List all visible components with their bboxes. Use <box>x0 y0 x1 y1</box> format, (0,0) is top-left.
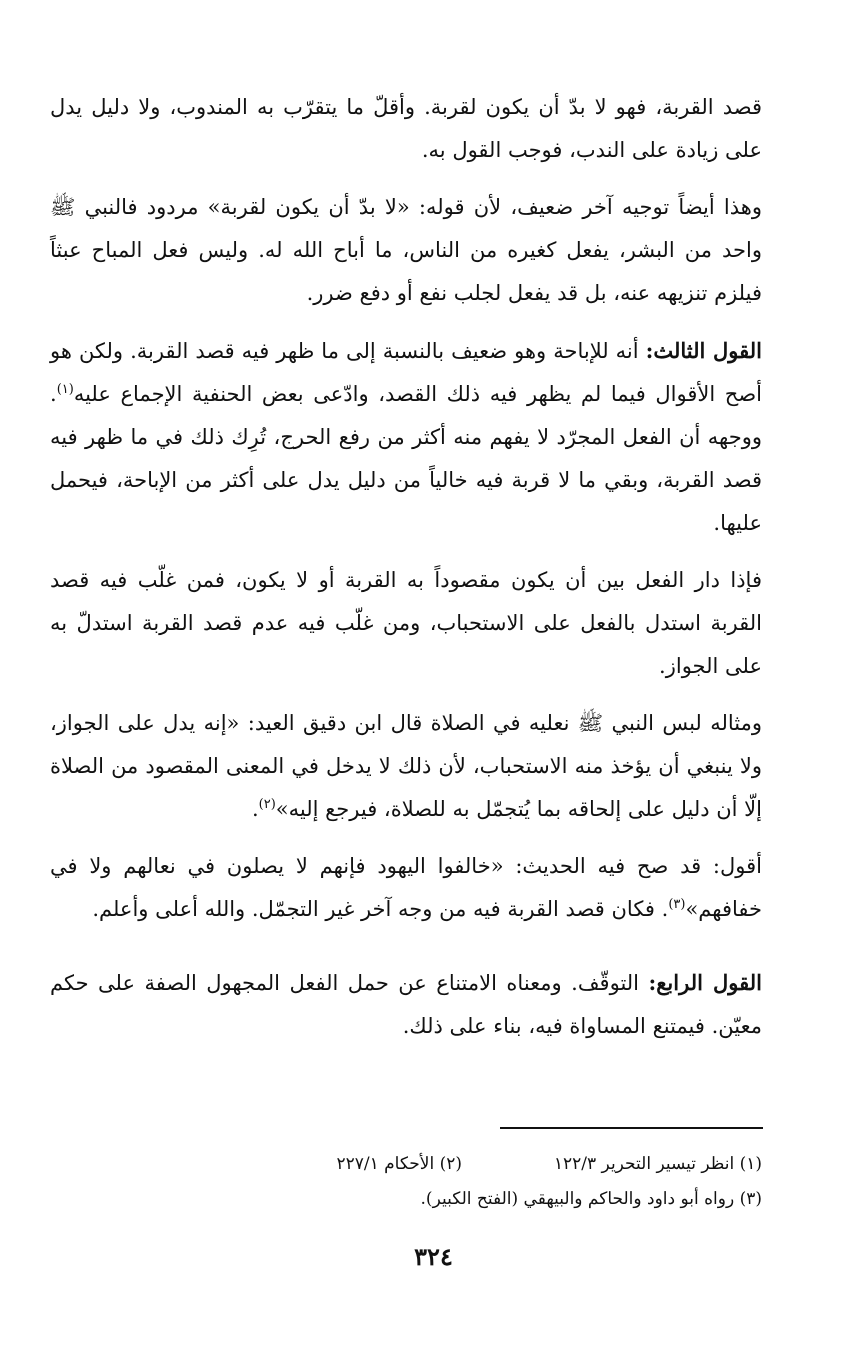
page-number: ٣٢٤ <box>414 1242 453 1271</box>
footnote-2: (٢) الأحكام ٢٢٧/١ <box>336 1154 462 1174</box>
paragraph-5-text-a: ومثاله لبس النبي ﷺ نعليه في الصلاة قال ابن دقيق العيد: «إنه يدل على الجواز، ولا ينبغي أن يؤخذ منه الاستحباب، لأن ذلك لا يدخل في المعنى المقصود من الصلاة إلّا أن دليل على إلحاقه بما يُتجمّل به للصلاة، فيرجع إليه» <box>50 711 762 821</box>
paragraph-6 <box>50 845 762 931</box>
footnote-divider <box>500 1127 763 1129</box>
paragraph-6-text-a: أقول: قد صح فيه الحديث: «خالفوا اليهود فإنهم لا يصلون في نعالهم ولا في خفافهم» <box>50 854 762 921</box>
paragraph-6-text-b: . فكان قصد القربة فيه من وجه آخر غير التجمّل. والله أعلى وأعلم. <box>92 897 669 921</box>
page-body <box>50 86 762 1048</box>
paragraph-4 <box>50 559 762 688</box>
paragraph-3 <box>50 329 762 545</box>
footnote-row-1 <box>200 1147 762 1182</box>
paragraph-2-text: وهذا أيضاً توجيه آخر ضعيف، لأن قوله: «لا بدّ أن يكون لقربة» مردود فالنبي ﷺ واحد من البشر، يفعل كغيره من الناس، ما أباح الله له. وليس فعل المباح عبثاً فيلزم تنزيهه عنه، بل قد يفعل لجلب نفع أو دفع ضرر. <box>50 195 762 305</box>
footnote-row-2 <box>200 1182 762 1217</box>
section-heading-third-opinion: القول الثالث: <box>645 338 762 363</box>
paragraph-7 <box>50 961 762 1048</box>
footnote-ref-3: (٣) <box>668 897 686 912</box>
footnote-ref-1: (١) <box>56 382 74 397</box>
footnote-ref-2: (٢) <box>258 797 276 812</box>
paragraph-3-text-b: . ووجهه أن الفعل المجرّد لا يفهم منه أكثر من رفع الحرج، تُرِك ذلك في ما ظهر فيه قصد القربة، وبقي ما لا قربة فيه خالياً من دليل يدل على أكثر من الإباحة، فيحمل عليها. <box>50 382 762 535</box>
footnotes <box>200 1147 762 1217</box>
paragraph-5 <box>50 702 762 831</box>
footnote-1: (١) انظر تيسير التحرير ١٢٢/٣ <box>553 1154 762 1174</box>
paragraph-4-text: فإذا دار الفعل بين أن يكون مقصوداً به القربة أو لا يكون، فمن غلّب فيه قصد القربة استدل بالفعل على الاستحباب، ومن غلّب فيه عدم قصد القربة استدلّ به على الجواز. <box>50 568 762 678</box>
paragraph-7-text: التوقّف. ومعناه الامتناع عن حمل الفعل المجهول الصفة على حكم معيّن. فيمتنع المساواة فيه، بناء على ذلك. <box>50 971 762 1038</box>
section-heading-fourth-opinion: القول الرابع: <box>648 970 762 995</box>
paragraph-3-text-a: أنه للإباحة وهو ضعيف بالنسبة إلى ما ظهر فيه قصد القربة. ولكن هو أصح الأقوال فيما لم يظهر فيه ذلك القصد، وادّعى بعض الحنفية الإجماع عليه <box>50 339 762 406</box>
paragraph-2 <box>50 186 762 315</box>
paragraph-5-text-b: . <box>251 797 259 821</box>
paragraph-1 <box>50 86 762 172</box>
footnote-3: (٣) رواه أبو داود والحاكم والبيهقي (الفتح الكبير). <box>420 1189 762 1209</box>
paragraph-1-text: قصد القربة، فهو لا بدّ أن يكون لقربة. وأقلّ ما يتقرّب به المندوب، ولا دليل يدل على زيادة على الندب، فوجب القول به. <box>50 95 762 162</box>
